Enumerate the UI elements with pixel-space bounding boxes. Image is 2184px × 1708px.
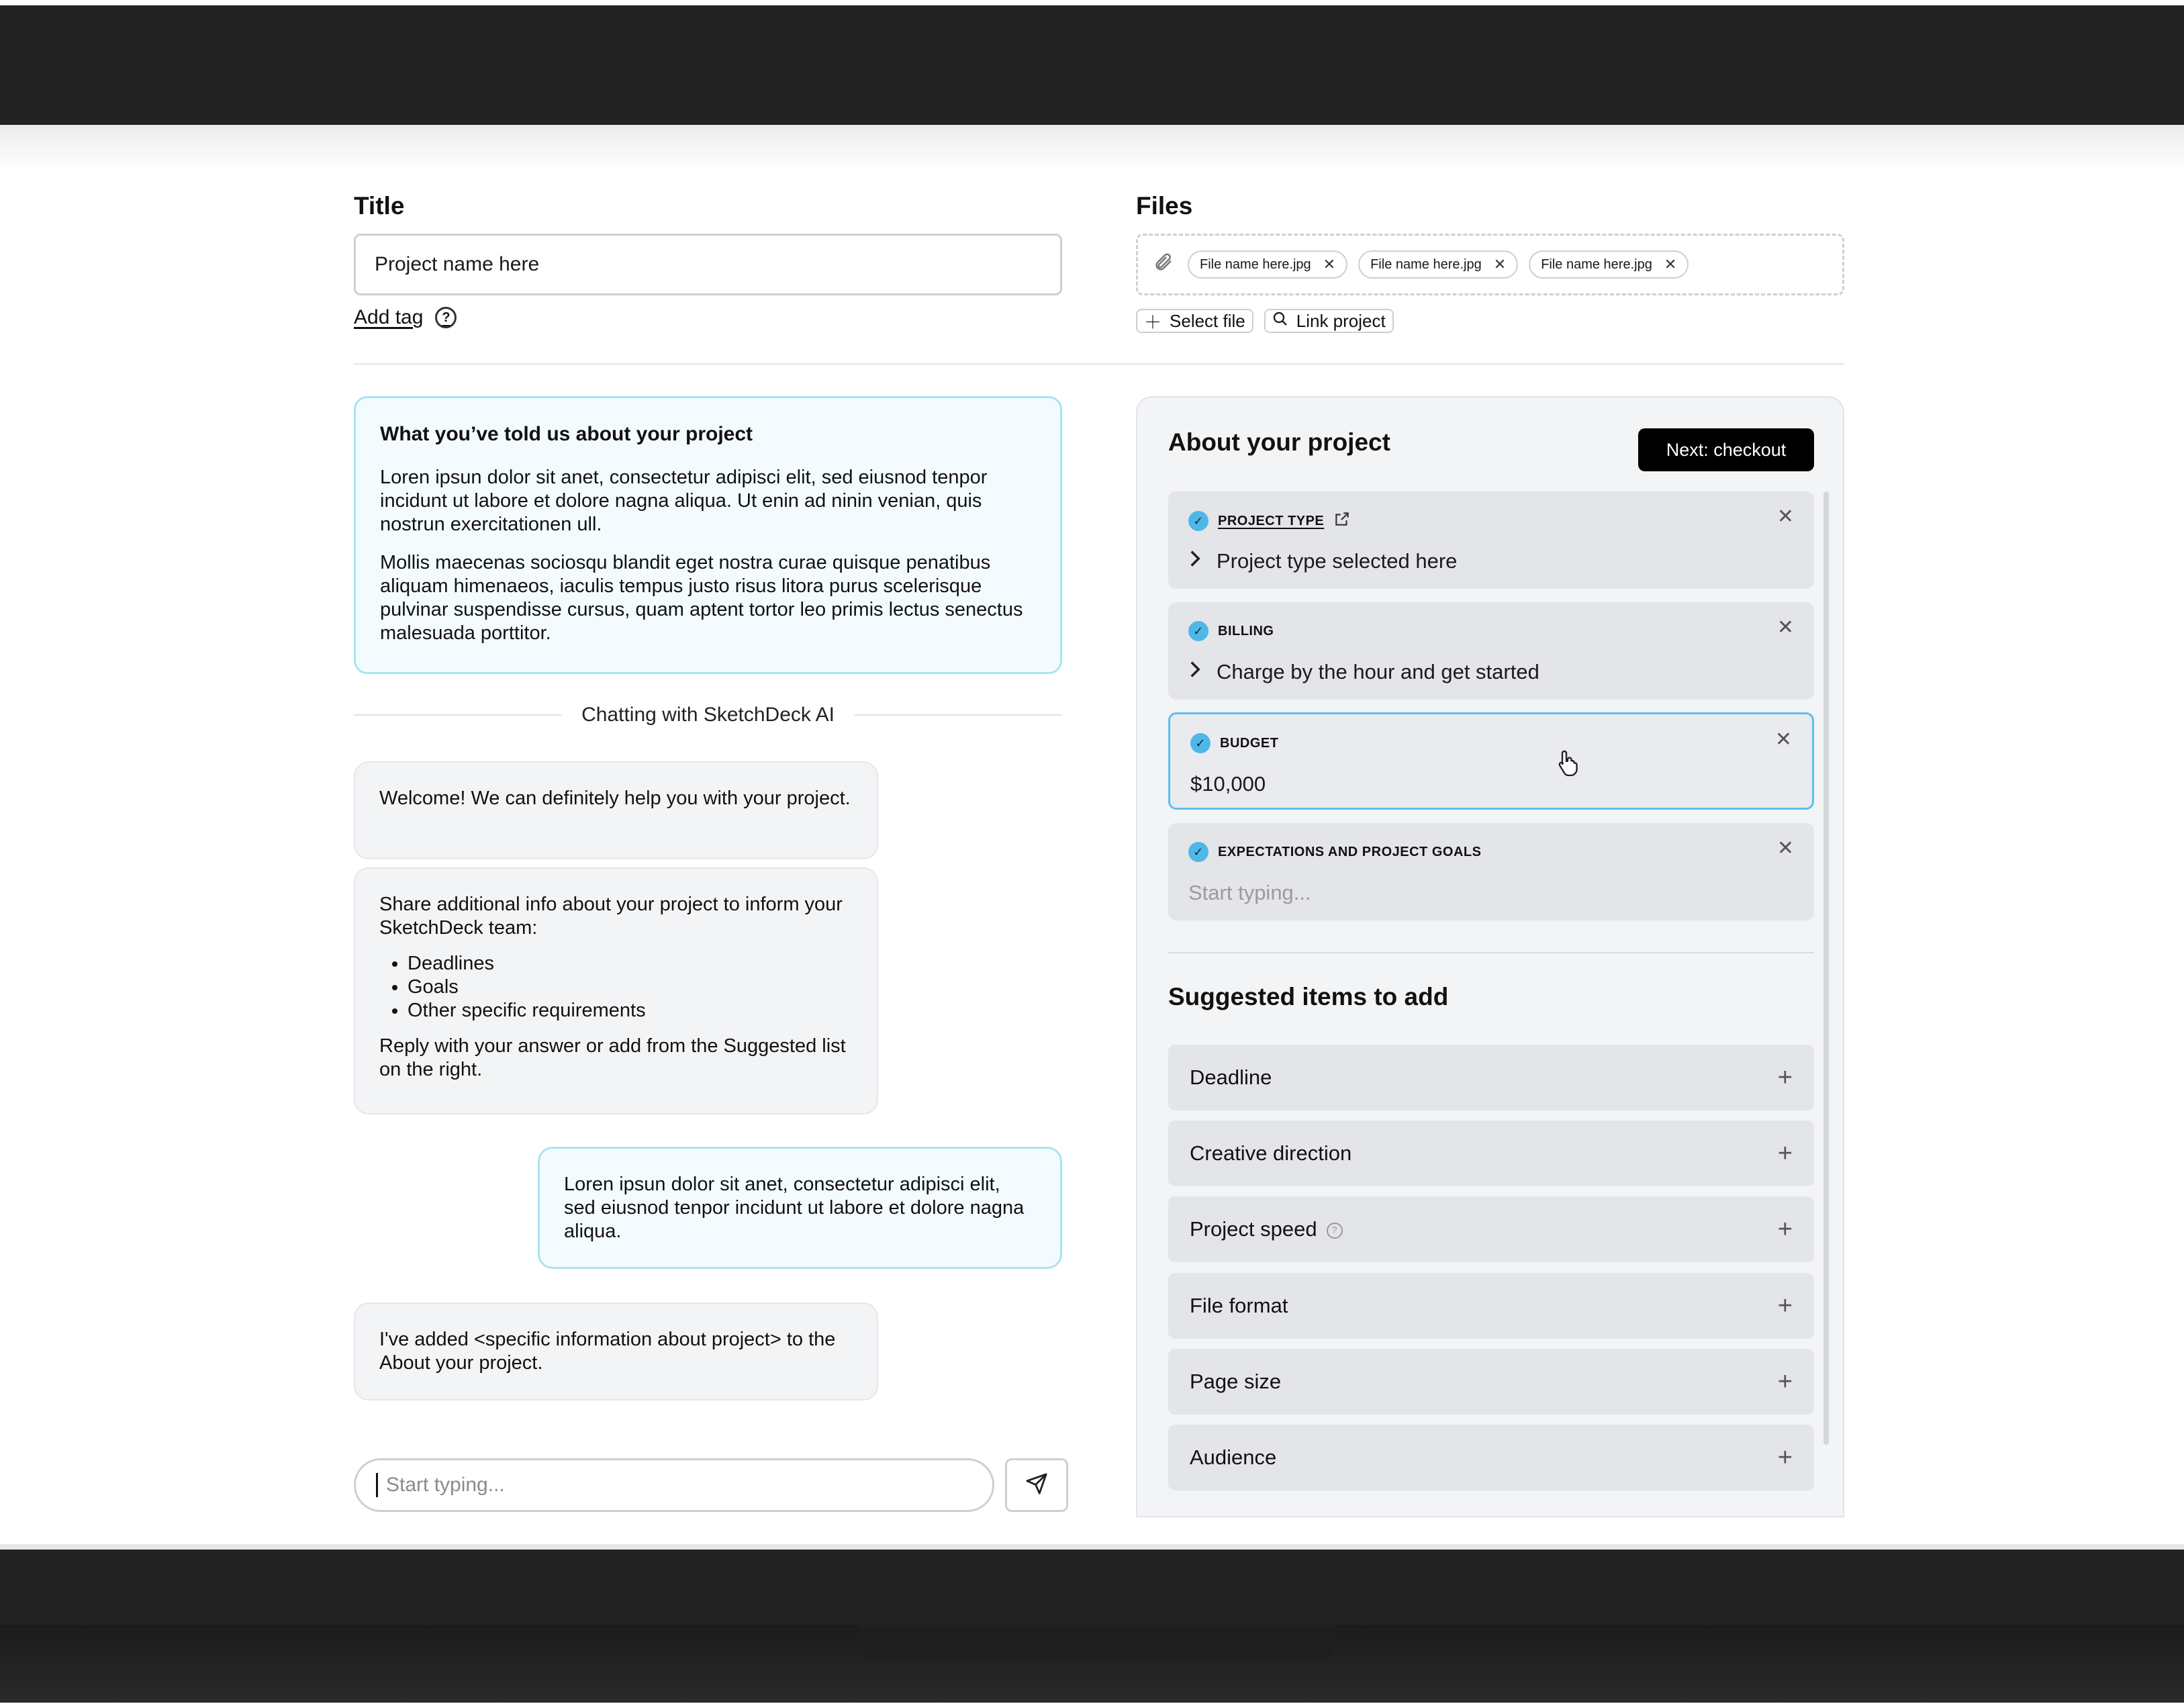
title-label: Title [354,192,405,220]
field-label: EXPECTATIONS AND PROJECT GOALS [1218,844,1482,859]
top-bezel [0,0,2184,125]
about-project-panel [1136,396,1844,1517]
chat-separator [354,704,1062,726]
plus-icon[interactable]: + [1777,1367,1793,1396]
text-caret [376,1473,378,1497]
file-actions [1136,309,1394,333]
add-tag-label: Add tag [354,306,424,328]
field-value[interactable] [1188,660,1539,684]
summary-paragraph: Mollis maecenas sociosqu blandit eget nostra curae quisque penatibus aliquam himenaeos, iaculis tempus justo risus litora purus scelerisque pulvinar suspendisse cursus, quam aptent tortor leo primis lectus senectus malesuada porttitor. [380,552,1023,644]
plus-icon[interactable]: + [1777,1139,1793,1168]
check-icon: ✓ [1188,511,1208,531]
field-project-type[interactable] [1168,491,1814,589]
suggested-item-label: Page size [1190,1370,1282,1393]
separator-line [354,714,561,716]
check-icon: ✓ [1188,842,1208,862]
ai-message [354,867,878,1114]
field-label: BUDGET [1220,735,1279,751]
suggested-item[interactable] [1168,1121,1814,1186]
close-icon[interactable]: ✕ [1776,837,1794,859]
file-chip-label: File name here.jpg [1370,256,1482,272]
suggested-item-label: Deadline [1190,1065,1272,1089]
suggested-item[interactable] [1168,1196,1814,1262]
ai-message [354,761,878,859]
chat-input-placeholder: Start typing... [386,1474,505,1496]
file-dropzone[interactable] [1136,234,1844,295]
chat-separator-label: Chatting with SketchDeck AI [581,704,835,726]
field-label[interactable]: PROJECT TYPE [1218,513,1325,528]
remove-file-icon[interactable]: ✕ [1323,256,1336,273]
suggested-item-label: File format [1190,1294,1288,1317]
check-icon: ✓ [1188,621,1208,641]
files-label: Files [1136,192,1193,220]
help-icon[interactable]: ? [435,307,457,328]
summary-heading: What you’ve told us about your project [380,423,753,445]
field-value[interactable] [1188,549,1457,573]
suggested-item-label: Creative direction [1190,1141,1352,1165]
select-file-label: Select file [1170,310,1245,331]
field-expectations[interactable] [1168,823,1814,920]
field-placeholder: Start typing... [1188,881,1311,904]
field-billing[interactable] [1168,602,1814,700]
remove-file-icon[interactable]: ✕ [1664,256,1677,273]
search-icon [1272,311,1288,332]
summary-paragraph: Loren ipsun dolor sit anet, consectetur adipisci elit, sed eiusnod tenpor incidunt ut labore et dolore nagna aliqua. Ut enin ad ninin venian, quis nostrun exercitationen ull. [380,467,988,535]
top-shadow [0,125,2184,172]
suggested-item[interactable] [1168,1349,1814,1415]
user-message [538,1147,1062,1269]
link-project-button[interactable] [1264,309,1394,333]
field-label: BILLING [1218,623,1274,638]
plus-icon[interactable]: + [1777,1063,1793,1092]
check-icon: ✓ [1190,733,1210,753]
plus-icon[interactable]: + [1777,1215,1793,1243]
send-icon [1025,1472,1048,1499]
suggested-item[interactable] [1168,1045,1814,1110]
close-icon[interactable]: ✕ [1774,728,1792,751]
close-icon[interactable]: ✕ [1776,506,1794,528]
field-input[interactable] [1188,881,1311,905]
next-checkout-button[interactable]: Next: checkout [1638,428,1814,471]
list-item: • Deadlines [408,952,853,976]
select-file-button[interactable] [1136,309,1253,333]
field-value-text: Project type selected here [1217,549,1458,573]
title-input[interactable] [354,234,1062,295]
field-header [1188,510,1351,532]
ai-message [354,1302,878,1401]
send-button[interactable] [1005,1458,1068,1512]
external-link-icon[interactable] [1333,510,1351,532]
suggested-title: Suggested items to add [1168,983,1449,1010]
field-value[interactable] [1190,772,1266,796]
file-chip[interactable] [1358,250,1518,279]
plus-icon[interactable]: + [1777,1443,1793,1472]
project-summary-card [354,396,1062,674]
list-item: • Goals [408,976,853,999]
suggested-item-label: Project speed [1190,1217,1317,1241]
section-divider [354,363,1844,365]
file-chip[interactable] [1529,250,1689,279]
file-chip[interactable] [1188,250,1347,279]
list-item: • Other specific requirements [408,999,853,1023]
remove-file-icon[interactable]: ✕ [1493,256,1507,273]
message-text: Reply with your answer or add from the Suggested list on the right. [379,1035,846,1080]
hand-cursor-icon [1558,749,1580,776]
suggested-item-label: Audience [1190,1445,1277,1469]
scrollbar[interactable] [1823,491,1829,1445]
field-value-text: $10,000 [1190,772,1266,796]
file-chip-label: File name here.jpg [1541,256,1652,272]
message-list [408,952,853,1023]
close-icon[interactable]: ✕ [1776,616,1794,638]
help-icon[interactable]: ? [1327,1223,1343,1239]
suggested-item[interactable] [1168,1273,1814,1339]
field-header [1188,842,1481,862]
link-project-label: Link project [1296,310,1386,331]
message-text: Share additional info about your project to inform your SketchDeck team: [379,894,843,939]
message-text: I've added <specific information about project> to the About your project. [379,1329,836,1374]
message-text: Welcome! We can definitely help you with your project. [379,788,851,809]
suggested-item[interactable] [1168,1425,1814,1490]
chevron-right-icon [1188,549,1202,573]
plus-icon[interactable]: + [1777,1291,1793,1320]
field-budget[interactable] [1168,712,1814,810]
plus-icon: ＋ [1144,312,1162,332]
field-header [1188,621,1274,641]
panel-divider [1168,952,1814,953]
file-chip-label: File name here.jpg [1200,256,1311,272]
about-title: About your project [1168,428,1390,456]
title-input-value: Project name here [375,253,540,275]
message-text: Loren ipsun dolor sit anet, consectetur adipisci elit, sed eiusnod tenpor incidunt ut labore et dolore nagna aliqua. [564,1174,1025,1242]
chat-input[interactable] [354,1458,994,1512]
laptop-notch [859,1625,1336,1661]
field-header [1190,733,1278,753]
chevron-right-icon [1188,660,1202,684]
paperclip-icon [1153,250,1173,279]
field-value-text: Charge by the hour and get started [1217,660,1539,683]
separator-line [855,714,1062,716]
add-tag-link[interactable] [354,306,457,329]
